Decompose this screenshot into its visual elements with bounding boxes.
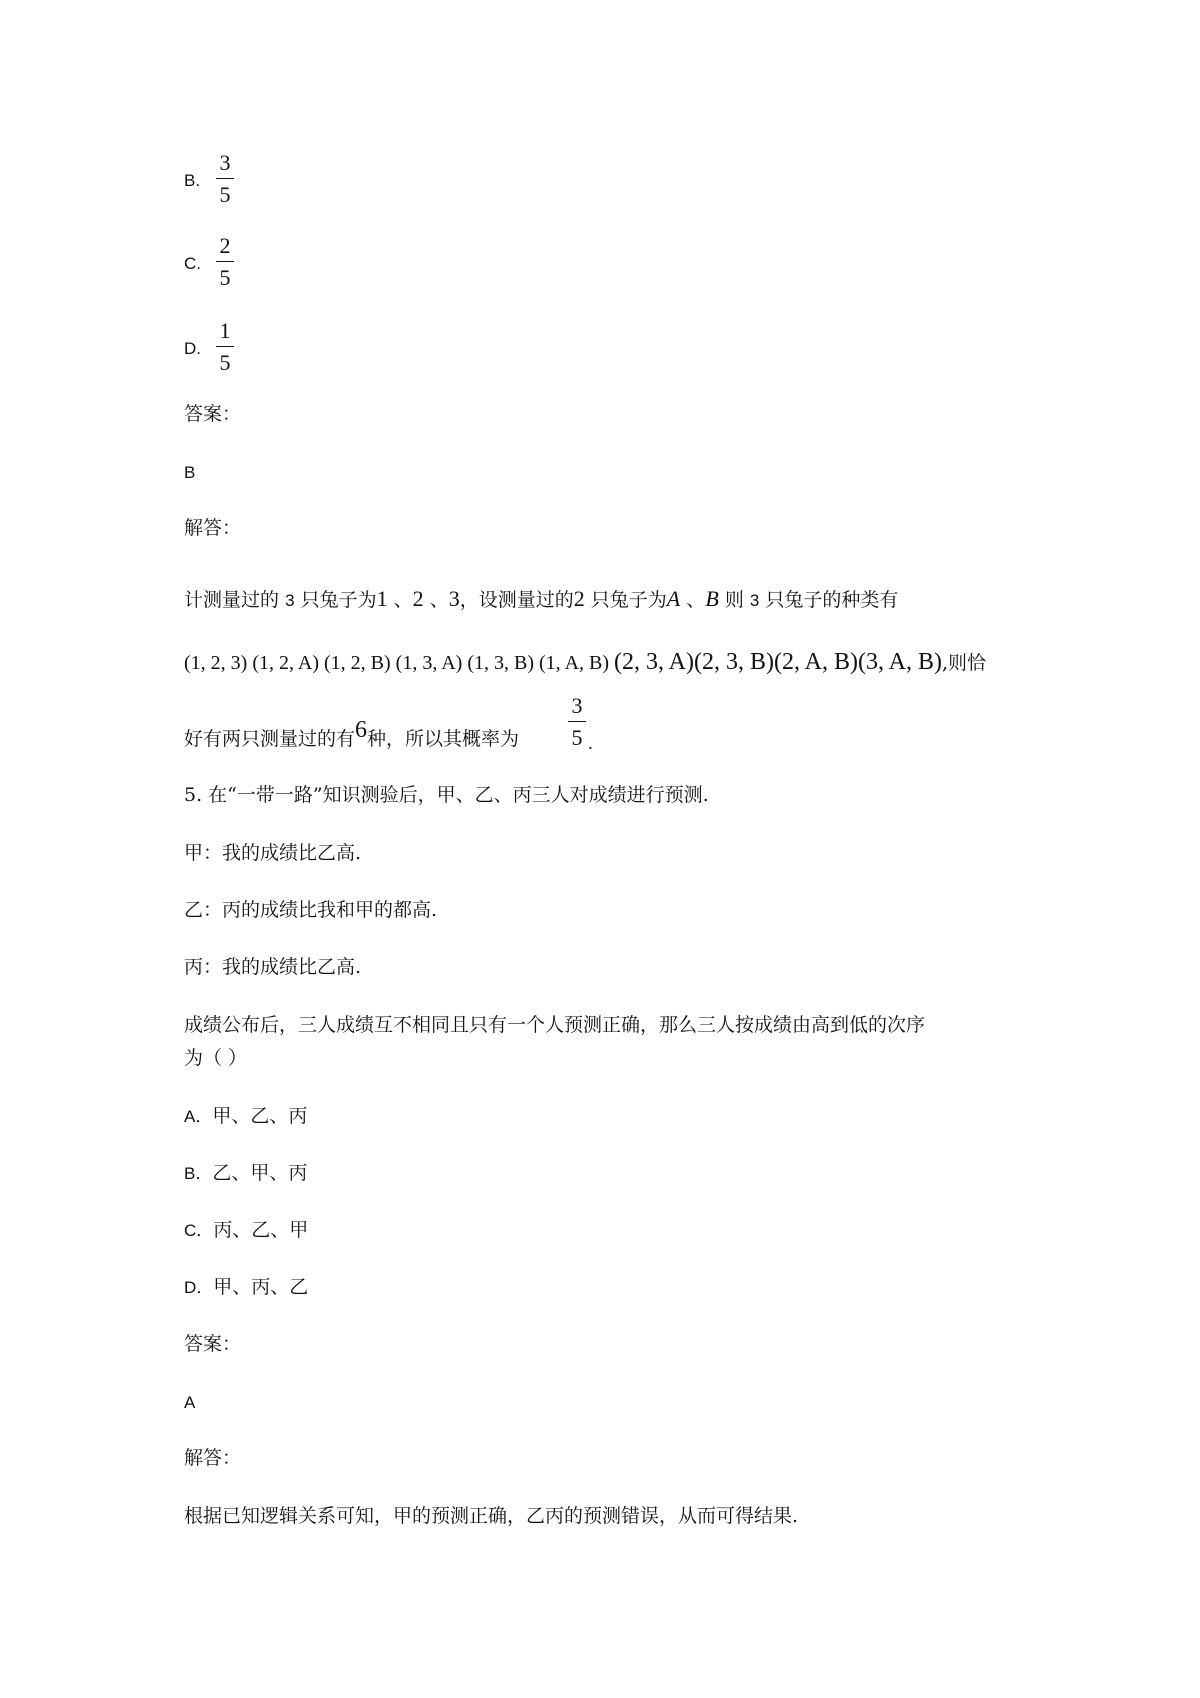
answer-heading: 答案： [184,1333,242,1355]
fraction-bar [216,261,234,262]
solution-heading: 解答： [184,517,242,539]
solution-math: 1 [376,586,388,611]
solution-fraction [568,695,586,749]
option-d-fraction [216,320,234,374]
solution-heading: 解答： [184,1447,242,1469]
option-b [184,1164,307,1183]
tuple: (2, A, B) [774,649,859,675]
solution-math: 2 [573,586,585,611]
question-5-stem: 5. 在“一带一路”知识测验后，甲、乙、丙三人对成绩进行预测. [184,784,709,806]
option-b-label: B. [184,171,201,190]
option-b-text: 乙、甲、丙 [212,1162,308,1184]
solution-line-3 [184,717,520,750]
question-5-prompt-line-2: 为（ ） [184,1047,248,1069]
option-d-denominator: 5 [219,350,231,376]
solution-math: 3 [448,586,460,611]
solution-fraction-denominator: 5 [571,725,583,751]
solution-text: 好有两只测量过的有 [184,728,356,750]
solution-line-1 [184,588,898,610]
solution-text: 根据已知逻辑关系可知，甲的预测正确，乙丙的预测错误，从而可得结果. [184,1505,799,1527]
solution-text: ，设测量过的 [459,589,574,611]
tuple: (2, 3, A) [614,649,695,675]
option-b-numerator: 3 [219,150,231,175]
solution-fraction-numerator: 3 [571,693,583,718]
tuple: (3, A, B) [858,649,943,675]
solution-number: 3 [285,591,295,610]
solution-math: 6 [355,717,368,743]
fraction-bar [216,346,234,347]
option-c-label: C． [184,1221,214,1240]
question-5-prompt-line-1: 成绩公布后，三人成绩互不相同且只有一个人预测正确，那么三人按成绩由高到低的次序 [184,1014,926,1036]
option-c-denominator: 5 [219,265,231,291]
option-b-fraction [216,152,234,206]
solution-text: 只兔子的种类有 [765,589,899,611]
tuple: (1, 3, A) [395,652,463,674]
option-c [184,1221,308,1240]
option-a [184,1107,307,1126]
tuple: (1, 2, B) [324,652,391,674]
option-d-numerator: 1 [219,318,231,343]
fraction-bar [568,721,586,722]
tuple: (1, 2, 3) [184,652,248,674]
solution-text: 则 [724,589,744,611]
solution-text: 种，所以其概率为 [367,728,520,750]
solution-text: 只兔子为 [300,589,377,611]
answer-value: A [184,1393,196,1412]
answer-heading: 答案： [184,403,242,425]
fraction-bar [216,178,234,179]
solution-text: 计测量过的 [184,589,280,611]
option-b-denominator: 5 [219,182,231,208]
answer-value: B [184,463,196,482]
tuple: (2, 3, B) [694,649,775,675]
solution-text: 、 [429,589,449,611]
solution-number: 3 [749,591,760,610]
option-d-label: D． [184,1278,214,1297]
solution-math: 2 [412,586,424,611]
option-a-text: 甲、乙、丙 [212,1105,308,1127]
solution-text: 只兔子为 [590,589,667,611]
option-c-text: 丙、乙、甲 [213,1219,309,1241]
option-c-numerator: 2 [219,233,231,258]
option-b-label: B． [184,1164,213,1183]
solution-period: . [588,733,593,754]
statement-yi: 乙：丙的成绩比我和甲的都高. [184,899,438,921]
option-a-label: A． [184,1107,213,1126]
option-d-text: 甲、丙、乙 [213,1276,309,1298]
tuple: (1, 3, B) [467,652,535,674]
statement-jia: 甲：我的成绩比乙高. [184,842,362,864]
solution-text: ,则恰 [942,652,987,674]
tuple: (1, A, B) [539,652,610,674]
solution-math: A [666,586,681,611]
option-d [184,1278,308,1297]
statement-bing: 丙：我的成绩比乙高. [184,956,362,978]
option-c-fraction [216,235,234,289]
option-d-label: D. [184,339,201,358]
option-c-label: C. [184,254,201,273]
solution-text: 、 [393,589,413,611]
solution-math: B [705,586,719,611]
solution-line-2 [184,650,986,674]
solution-text: 、 [686,589,706,611]
tuple: (1, 2, A) [252,652,319,674]
